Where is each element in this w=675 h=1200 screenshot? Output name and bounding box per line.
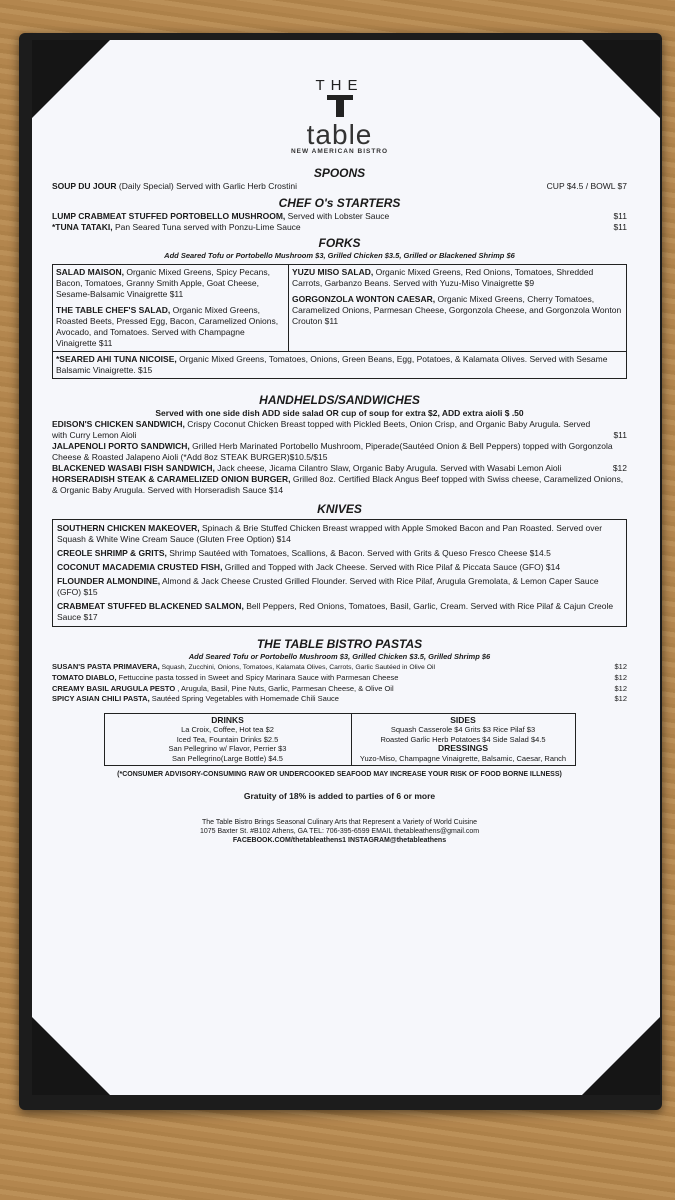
logo-the: THE: [315, 77, 364, 94]
menu-item: FLOUNDER ALMONDINE, Almond & Jack Cheese Crusted Grilled Flounder. Served with Rice Pilaf, Arugula Gremolata, & Lemon Caper Sauce (GFO) $15: [57, 575, 599, 597]
starters-title: CHEF O's STARTERS: [278, 195, 401, 210]
logo-t-icon: [327, 95, 353, 117]
forks-note: Add Seared Tofu or Portobello Mushroom $3, Grilled Chicken $3.5, Grilled or Blackened Shrimp $6: [164, 250, 515, 260]
menu-item: BLACKENED WASABI FISH SANDWICH, Jack cheese, Jicama Cilantro Slaw, Organic Baby Arugula. Served with Wasabi Lemon Aioli $12: [52, 462, 627, 473]
binder-corner-top-left: [32, 40, 110, 118]
forks-title: FORKS: [318, 235, 361, 250]
menu-item: HORSERADISH STEAK & CARAMELIZED ONION BURGER, Grilled 8oz. Certified Black Angus Beef topped with Swiss cheese, Caramelized Onions, & Organic Baby Arugula. Served with Horseradish Sauce $14: [52, 473, 624, 495]
binder-corner-bottom-right: [582, 1017, 660, 1095]
dressings-title: DRESSINGS: [437, 743, 489, 753]
menu-item: *SEARED AHI TUNA NICOISE, Organic Mixed Greens, Tomatoes, Onions, Green Beans, Egg, Potatoes, & Kalamata Olives. Served with Sesame Balsamic Vinaigrette. $15: [53, 351, 626, 378]
handhelds-note: Served with one side dish ADD side salad OR cup of soup for extra $2, ADD extra aioli $ .50: [155, 407, 524, 418]
knives-box: [52, 519, 627, 627]
menu-item: THE TABLE CHEF'S SALAD, Organic Mixed Greens, Roasted Beets, Pressed Egg, Bacon, Caramelized Onions, Avocado, and Tomatoes. Served with Champagne Vinaigrette $11: [56, 304, 279, 348]
forks-box: [52, 264, 627, 379]
menu-item: EDISON'S CHICKEN SANDWICH, Crispy Coconut Chicken Breast topped with Pickled Beets, Onion Crisp, and Organic Baby Arugula. Served with Curry Lemon Aioli $11: [52, 418, 627, 440]
sides-title: SIDES: [450, 714, 476, 725]
footer: The Table Bistro Brings Seasonal Culinary Arts that Represent a Variety of World Cuisine 1075 Baxter St. #B102 Athens, GA TEL: 706-395-6599 EMAIL thetableathens@gmail.com FACEBOOK.COM/thetableathens1 INSTAGRAM@thetableathens: [199, 819, 480, 844]
binder-corner-top-right: [582, 40, 660, 118]
consumer-advisory: (*CONSUMER ADVISORY-CONSUMING RAW OR UNDERCOOKED SEAFOOD MAY INCREASE YOUR RISK OF FOOD BORNE ILLNESS): [117, 771, 562, 778]
menu-item: *TUNA TATAKI, Pan Seared Tuna served with Ponzu-Lime Sauce $11: [52, 221, 627, 232]
pastas-title: THE TABLE BISTRO PASTAS: [256, 636, 423, 651]
menu-item: TOMATO DIABLO, Fettuccine pasta tossed in Sweet and Spicy Marinara Sauce with Parmesan Cheese $12: [52, 673, 627, 682]
menu-item: JALAPENOLI PORTO SANDWICH, Grilled Herb Marinated Portobello Mushroom, Piperade(Sautéed Onion & Bell Peppers) topped with Gorgonzola Cheese & Roasted Jalapeno Aioli (*Add 8oz STEAK BURGER)$10.5/$15: [52, 440, 613, 462]
drinks-section: DRINKS La Croix, Coffee, Hot tea $2 Iced Tea, Fountain Drinks $2.5 San Pellegrino w/ Flavor, Perrier $3 San Pellegrino(Large Bottle) $4.5: [105, 714, 352, 766]
sides-section: SIDES Squash Casserole $4 Grits $3 Rice Pilaf $3 Roasted Garlic Herb Potatoes $4 Side Salad $4.5 DRESSINGS Yuzo-Miso, Champagne Vinaigrette, Balsamic, Caesar, Ranch: [352, 714, 575, 766]
menu-item: GORGONZOLA WONTON CAESAR, Organic Mixed Greens, Cherry Tomatoes, Caramelized Onions, Parmesan Cheese, Gorgonzola Cheese, and Gorgonzola Wonton Crouton $11: [292, 293, 622, 326]
pastas-note: Add Seared Tofu or Portobello Mushroom $3, Grilled Chicken $3.5, Grilled Shrimp $6: [188, 651, 491, 661]
menu-item: SPICY ASIAN CHILI PASTA, Sautéed Spring Vegetables with Homemade Chili Sauce $12: [52, 694, 627, 703]
spoons-title: SPOONS: [313, 165, 366, 180]
menu-item: SALAD MAISON, Organic Mixed Greens, Spicy Pecans, Bacon, Tomatoes, Granny Smith Apple, Goat Cheese, Sesame-Balsamic Vinaigrette $11: [56, 266, 270, 299]
knives-title: KNIVES: [317, 501, 362, 516]
gratuity-note: Gratuity of 18% is added to parties of 6 or more: [243, 791, 436, 801]
menu-item: CREAMY BASIL ARUGULA PESTO , Arugula, Basil, Pine Nuts, Garlic, Parmesan Cheese, & Olive Oil $12: [52, 683, 627, 693]
handhelds-title: HANDHELDS/SANDWICHES: [259, 392, 420, 407]
drinks-sides-box: [104, 713, 576, 767]
menu-item: CREOLE SHRIMP & GRITS, Shrimp Sautéed with Tomatoes, Scallions, & Bacon. Served with Grits & Queso Fresco Cheese $14.5: [57, 547, 551, 558]
menu-item: SUSAN'S PASTA PRIMAVERA, Squash, Zucchini, Onions, Tomatoes, Kalamata Olives, Carrots, Garlic Sautéed in Olive Oil $12: [52, 661, 627, 671]
menu-item: LUMP CRABMEAT STUFFED PORTOBELLO MUSHROOM, Served with Lobster Sauce $11: [52, 210, 627, 221]
logo-subtitle: NEW AMERICAN BISTRO: [290, 148, 389, 155]
menu-item: YUZU MISO SALAD, Organic Mixed Greens, Red Onions, Tomatoes, Shredded Carrots, Garbanzo Beans. Served with Yuzu-Miso Vinaigrette $9: [292, 266, 594, 288]
menu-content: [52, 78, 627, 845]
logo-table: table: [306, 119, 373, 150]
drinks-title: DRINKS: [211, 714, 244, 725]
menu-item: CRABMEAT STUFFED BLACKENED SALMON, Bell Peppers, Red Onions, Tomatoes, Basil, Garlic, Cream. Served with Rice Pilaf & Cajun Creole Sauce $17: [57, 600, 614, 622]
menu-item: SOUTHERN CHICKEN MAKEOVER, Spinach & Brie Stuffed Chicken Breast wrapped with Apple Smoked Bacon and Pan Roasted. Served over Squash & White Wine Cream Sauce (Gluten Free Option) $14: [57, 522, 603, 544]
menu-item: COCONUT MACADEMIA CRUSTED FISH, Grilled and Topped with Jack Cheese. Served with Rice Pilaf & Piccata Sauce (GFO) $14: [57, 561, 561, 572]
binder-corner-bottom-left: [32, 1017, 110, 1095]
restaurant-logo: [52, 78, 627, 156]
menu-item: SOUP DU JOUR (Daily Special) Served with Garlic Herb Crostini CUP $4.5 / BOWL $7: [52, 180, 627, 191]
